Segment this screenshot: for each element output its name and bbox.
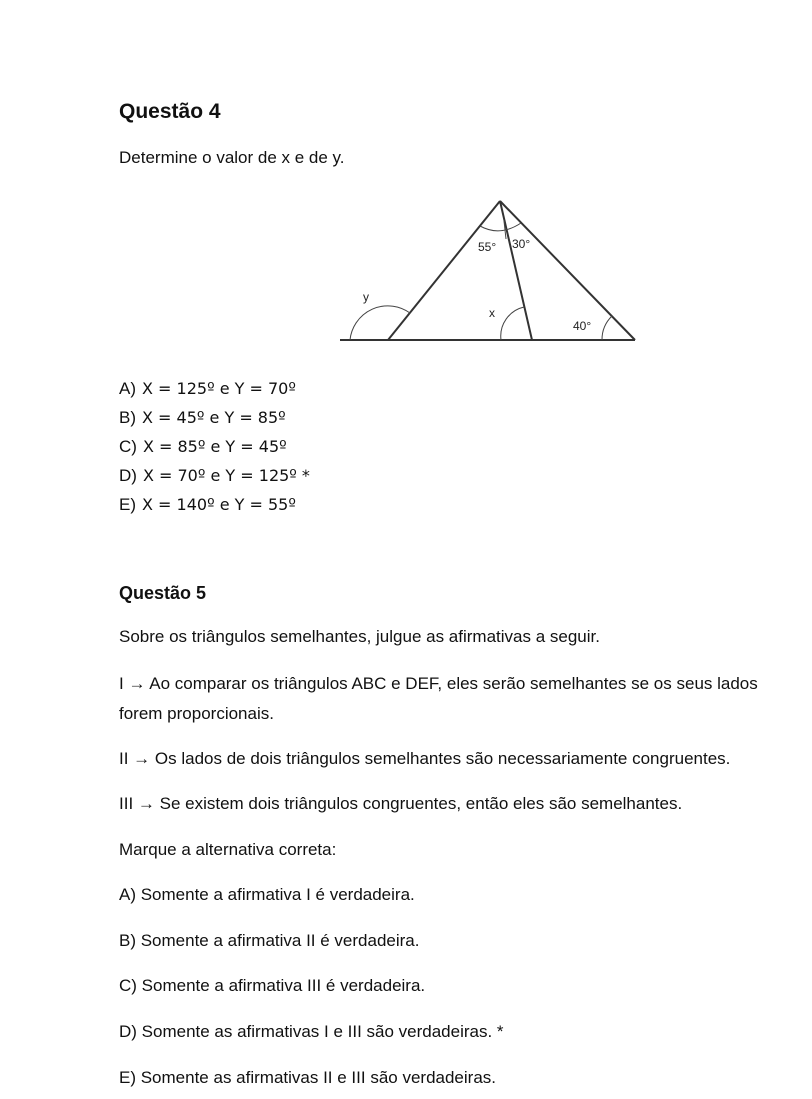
q4-option-d[interactable] — [119, 465, 310, 487]
angle-label-x: x — [489, 306, 495, 320]
q4-option-a[interactable] — [119, 378, 296, 400]
q5-option-c[interactable]: C) Somente a afirmativa III é verdadeira. — [119, 976, 426, 995]
q4-option-a-label: A) — [119, 379, 136, 398]
q5-option-d[interactable]: D) Somente as afirmativas I e III são verdadeiras. * — [119, 1022, 504, 1041]
statement-3: III → Se existem dois triângulos congruentes, então eles são semelhantes. — [119, 794, 683, 813]
q5-option-e[interactable]: E) Somente as afirmativas II e III são verdadeiras. — [119, 1068, 496, 1087]
question-5-prompt: Sobre os triângulos semelhantes, julgue as afirmativas a seguir. — [119, 627, 600, 646]
angle-arc-40 — [602, 316, 612, 340]
q4-option-d-label: D) — [119, 466, 137, 485]
q4-option-c[interactable] — [119, 436, 287, 458]
q5-option-b[interactable]: B) Somente a afirmativa II é verdadeira. — [119, 931, 420, 950]
question-4-prompt: Determine o valor de x e de y. — [119, 148, 345, 167]
angle-label-55: 55° — [478, 240, 497, 254]
statement-1-line-1: I → Ao comparar os triângulos ABC e DEF, eles serão semelhantes se os seus lados — [119, 674, 758, 693]
triangle-figure — [335, 193, 645, 348]
angle-arc-top — [480, 223, 521, 231]
cevian-line — [500, 201, 532, 340]
q4-option-e-label: E) — [119, 495, 136, 514]
angle-label-40: 40° — [573, 319, 592, 333]
statement-2: II → Os lados de dois triângulos semelhantes são necessariamente congruentes. — [119, 749, 731, 768]
angle-arc-x — [501, 307, 524, 340]
left-side — [388, 201, 500, 340]
statement-1-line-2: forem proporcionais. — [119, 704, 274, 723]
q4-option-b-text: X = 45º e Y = 85º — [142, 408, 286, 427]
q4-option-c-text: X = 85º e Y = 45º — [142, 437, 287, 456]
q4-option-a-text: X = 125º e Y = 70º — [142, 379, 296, 398]
q4-option-b[interactable] — [119, 407, 286, 429]
q4-option-e-text: X = 140º e Y = 55º — [142, 495, 296, 514]
angle-label-30: 30° — [512, 237, 531, 251]
q4-option-c-label: C) — [119, 437, 137, 456]
instruction: Marque a alternativa correta: — [119, 840, 337, 859]
q4-option-b-label: B) — [119, 408, 136, 427]
right-side — [500, 201, 635, 340]
question-4-title: Questão 4 — [119, 100, 221, 123]
angle-label-y: y — [363, 290, 369, 304]
q5-option-a[interactable]: A) Somente a afirmativa I é verdadeira. — [119, 885, 415, 904]
q4-option-d-text: X = 70º e Y = 125º * — [142, 466, 310, 485]
q4-option-e[interactable] — [119, 494, 296, 516]
question-5-title: Questão 5 — [119, 583, 207, 603]
